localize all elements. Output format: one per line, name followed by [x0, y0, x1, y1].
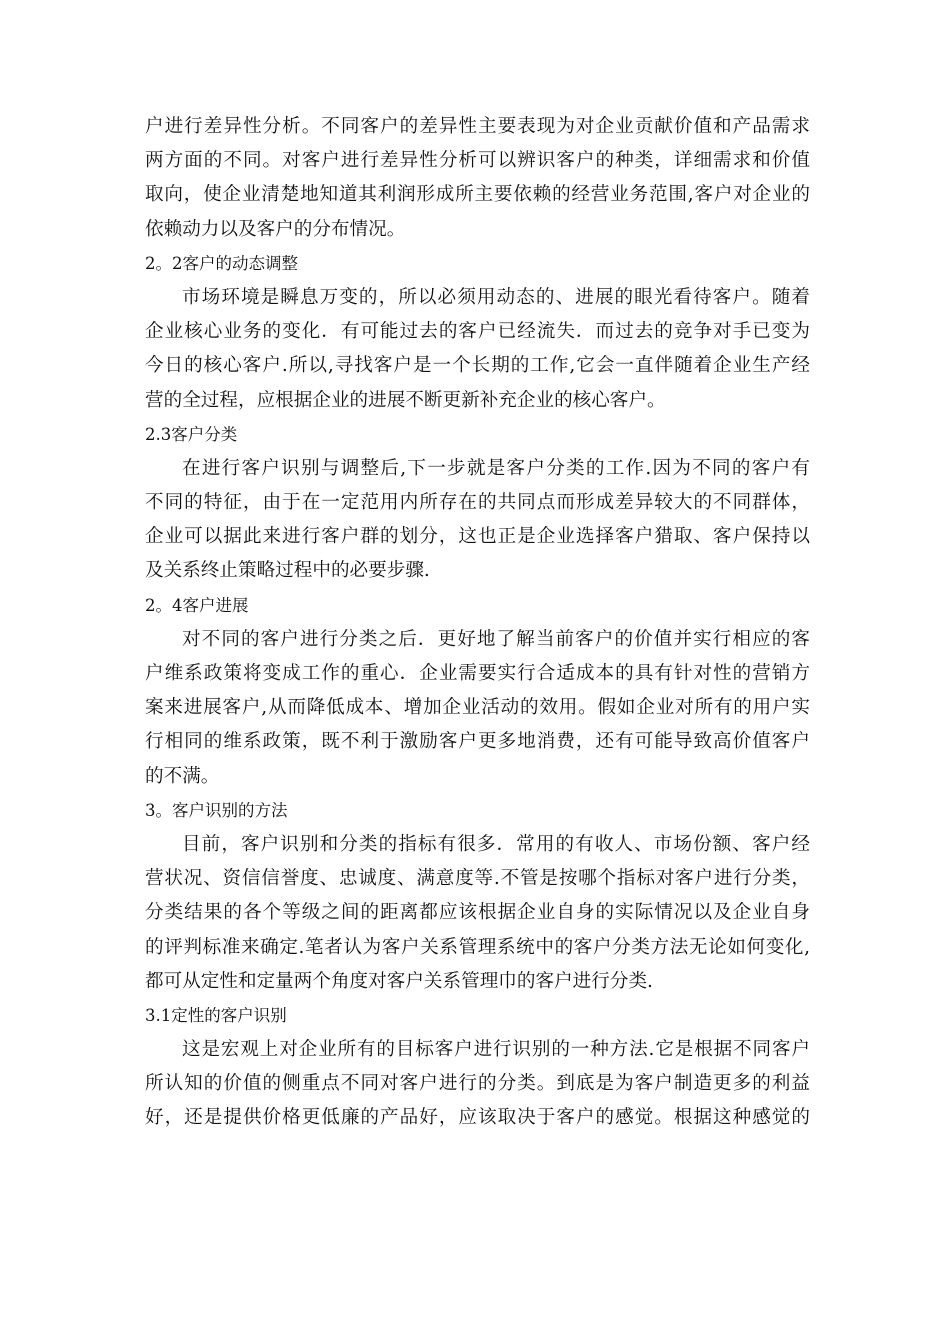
section-heading: 2.3客户分类: [145, 424, 238, 444]
body-line: 分类结果的各个等级之间的距离都应该根据企业自身的实际情况以及企业自身: [145, 902, 810, 924]
body-line: 所认知的价值的侧重点不同对客户进行的分类。到底是为客户制造更多的利益: [145, 1073, 810, 1095]
body-line: 企业可以据此来进行客户群的划分，这也正是企业选择客户猎取、客户保持以: [145, 526, 810, 548]
paragraph-first-line: 对不同的客户进行分类之后．更好地了解当前客户的价值并实行相应的客: [182, 628, 810, 650]
paragraph-first-line: 目前，客户识别和分类的指标有很多．常用的有收人、市场份额、客户经: [182, 833, 810, 855]
body-line: 不同的特征，由于在一定范用内所存在的共同点而形成差异较大的不同群体，: [145, 492, 810, 514]
paragraph-first-line: 市场环境是瞬息万变的，所以必须用动态的、进展的眼光看待客户。随着: [182, 286, 810, 308]
body-line: 户维系政策将变成工作的重心．企业需要实行合适成本的具有针对性的营销方: [145, 663, 810, 684]
document-body: [145, 110, 810, 1136]
paragraph-first-line: 这是宏观上对企业所有的目标客户进行识别的一种方法.它是根据不同客户: [182, 1039, 810, 1061]
section-heading: 3。客户识别的方法: [145, 800, 288, 820]
body-line: 行相同的维系政策，既不利于激励客户更多地消费，还有可能导致高价值客户: [145, 731, 810, 753]
body-line: 的评判标准来确定.笔者认为客户关系管理系统中的客户分类方法无论如何变化,: [145, 936, 810, 958]
body-line: 今日的核心客户.所以,寻找客户是一个长期的工作,它会一直伴随着企业生产经: [145, 355, 810, 377]
body-line: 好，还是提供价格更低廉的产品好，应该取决于客户的感觉。根据这种感觉的: [145, 1107, 810, 1129]
body-line: 案来进展客户,从而降低成本、增加企业活动的效用。假如企业对所有的用户实: [145, 697, 810, 719]
body-line: 营的全过程，应根据企业的进展不断更新补充企业的核心客户。: [145, 389, 666, 411]
paragraph-first-line: 在进行客户识别与调整后,下一步就是客户分类的工作.因为不同的客户有: [182, 457, 810, 479]
section-heading: 2。2客户的动态调整: [145, 253, 298, 273]
section-heading: 3.1定性的客户识别: [145, 1005, 287, 1025]
document-page: [145, 110, 810, 1136]
body-line: 两方面的不同。对客户进行差异性分析可以辨识客户的种类，详细需求和价值: [145, 150, 810, 172]
body-line: 都可从定性和定量两个角度对客户关系管理巾的客户进行分类.: [145, 970, 653, 992]
body-line: 取向，使企业清楚地知道其利润形成所主要依赖的经营业务范围,客户对企业的: [145, 184, 810, 206]
section-heading: 2。4客户进展: [145, 595, 249, 615]
body-line: 营状况、资信信誉度、忠诚度、满意度等.不管是按哪个指标对客户进行分类，: [145, 868, 810, 890]
body-line: 户进行差异性分析。不同客户的差异性主要表现为对企业贡献价值和产品需求: [145, 116, 810, 137]
body-line: 企业核心业务的变化．有可能过去的客户已经流失．而过去的竞争对手已变为: [145, 321, 810, 343]
body-line: 的不满。: [145, 765, 220, 787]
body-line: 及关系终止策略过程中的必要步骤.: [145, 560, 430, 582]
body-line: 依赖动力以及客户的分布情况。: [145, 218, 406, 240]
